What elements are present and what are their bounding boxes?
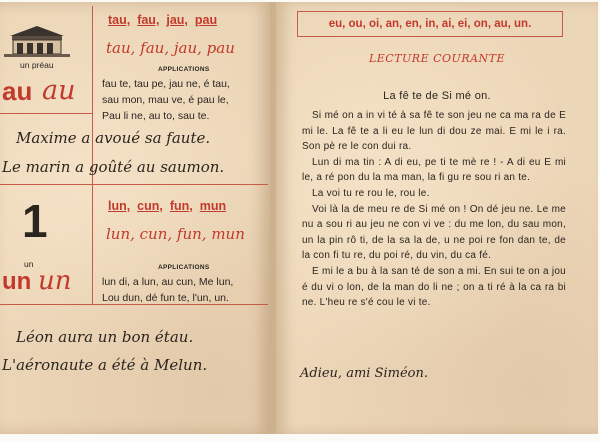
story-paragraph-1: Si mé on a in vi té à sa fê te son jeu ne ca ma ra de E mi le. La fê te a li eu le lun di dou ze mai. E mi le i ra. Son pè re le con dui ra. bbox=[302, 110, 566, 153]
sounds-header-box bbox=[297, 11, 563, 37]
au-big-script: au bbox=[42, 75, 76, 106]
au-word-3: jau, bbox=[166, 13, 188, 27]
digit-caption: un bbox=[24, 259, 34, 269]
un-big-script: un bbox=[38, 266, 72, 296]
story-paragraph-3: La voi tu re rou le, rou le. bbox=[312, 187, 430, 199]
un-word-3: fun, bbox=[169, 199, 193, 213]
un-applications bbox=[102, 274, 233, 306]
au-script-words: tau, fau, jau, pau bbox=[106, 39, 235, 57]
un-applications-label: APPLICATIONS bbox=[158, 264, 210, 271]
red-rule-au-bottom bbox=[0, 113, 92, 114]
sounds-header-text: eu, ou, oi, an, en, in, ai, ei, on, au, un. bbox=[328, 18, 532, 30]
au-applications-label: APPLICATIONS bbox=[158, 66, 210, 73]
au-app-line-3: Pau li ne, au to, sau te. bbox=[102, 110, 210, 122]
au-app-line-2: sau mon, mau ve, é pau le, bbox=[102, 94, 229, 106]
un-word-4: mun bbox=[199, 199, 227, 213]
un-word-1: lun, bbox=[108, 199, 131, 213]
script-sentence-2: Le marin a goûté au saumon. bbox=[2, 158, 225, 176]
un-app-line-1: lun di, a lun, au cun, Me lun, bbox=[102, 276, 234, 288]
section-title: LECTURE COURANTE bbox=[368, 52, 506, 65]
story-body bbox=[302, 108, 566, 311]
red-rule-vertical-un bbox=[92, 184, 93, 304]
story-signoff: Adieu, ami Siméon. bbox=[300, 366, 428, 381]
script-sentence-3: Léon aura un bon étau. bbox=[16, 328, 194, 346]
digit-one: 1 bbox=[22, 195, 48, 247]
au-app-line-1: fau te, tau pe, jau ne, é tau, bbox=[102, 78, 230, 90]
house-caption: un préau bbox=[20, 60, 54, 70]
un-app-line-2: Lou dun, dé fun te, l'un, un. bbox=[102, 292, 229, 304]
au-word-4: pau bbox=[194, 13, 218, 27]
red-rule-mid bbox=[0, 184, 268, 185]
un-word-2: cun, bbox=[137, 199, 163, 213]
au-big-print: au bbox=[2, 76, 33, 106]
story-paragraph-2: Lun di ma tin : A di eu, pe ti te mè re ! - A di eu E mi le, a ré pon du la ma man, la fi gu re sou ri an te. bbox=[302, 156, 566, 184]
script-sentence-4: L'aéronaute a été à Melun. bbox=[2, 356, 208, 374]
preau-house-illustration bbox=[4, 24, 70, 58]
story-paragraph-4: Voi là la de meu re de Si mé on ! On dé jeu ne. Le me nu a sou ri au jeu ne con vi ve : du me lon, du sau mon, un la pin rô ti, de la sa la de, u ne poi re fon dan te, de la con fi tu re, du poi ré, du vin, du ca fé. bbox=[302, 203, 566, 262]
au-print-words bbox=[108, 13, 217, 27]
story-title: La fê te de Si mé on. bbox=[383, 90, 491, 102]
au-word-2: fau, bbox=[137, 13, 160, 27]
un-script-words: lun, cun, fun, mun bbox=[106, 225, 245, 243]
au-word-1: tau, bbox=[108, 13, 131, 27]
un-big-print: un bbox=[2, 268, 32, 295]
script-sentence-1: Maxime a avoué sa faute. bbox=[16, 129, 211, 147]
au-applications bbox=[102, 76, 230, 124]
un-print-words bbox=[108, 199, 226, 213]
story-paragraph-5: E mi le a bu à la san té de son a mi. En sui te on a jou é du vi o lon, de la man do li ne ; on a ti ré à la ca ra bi ne. L'heu re s'é cou le vi te. bbox=[302, 265, 566, 309]
